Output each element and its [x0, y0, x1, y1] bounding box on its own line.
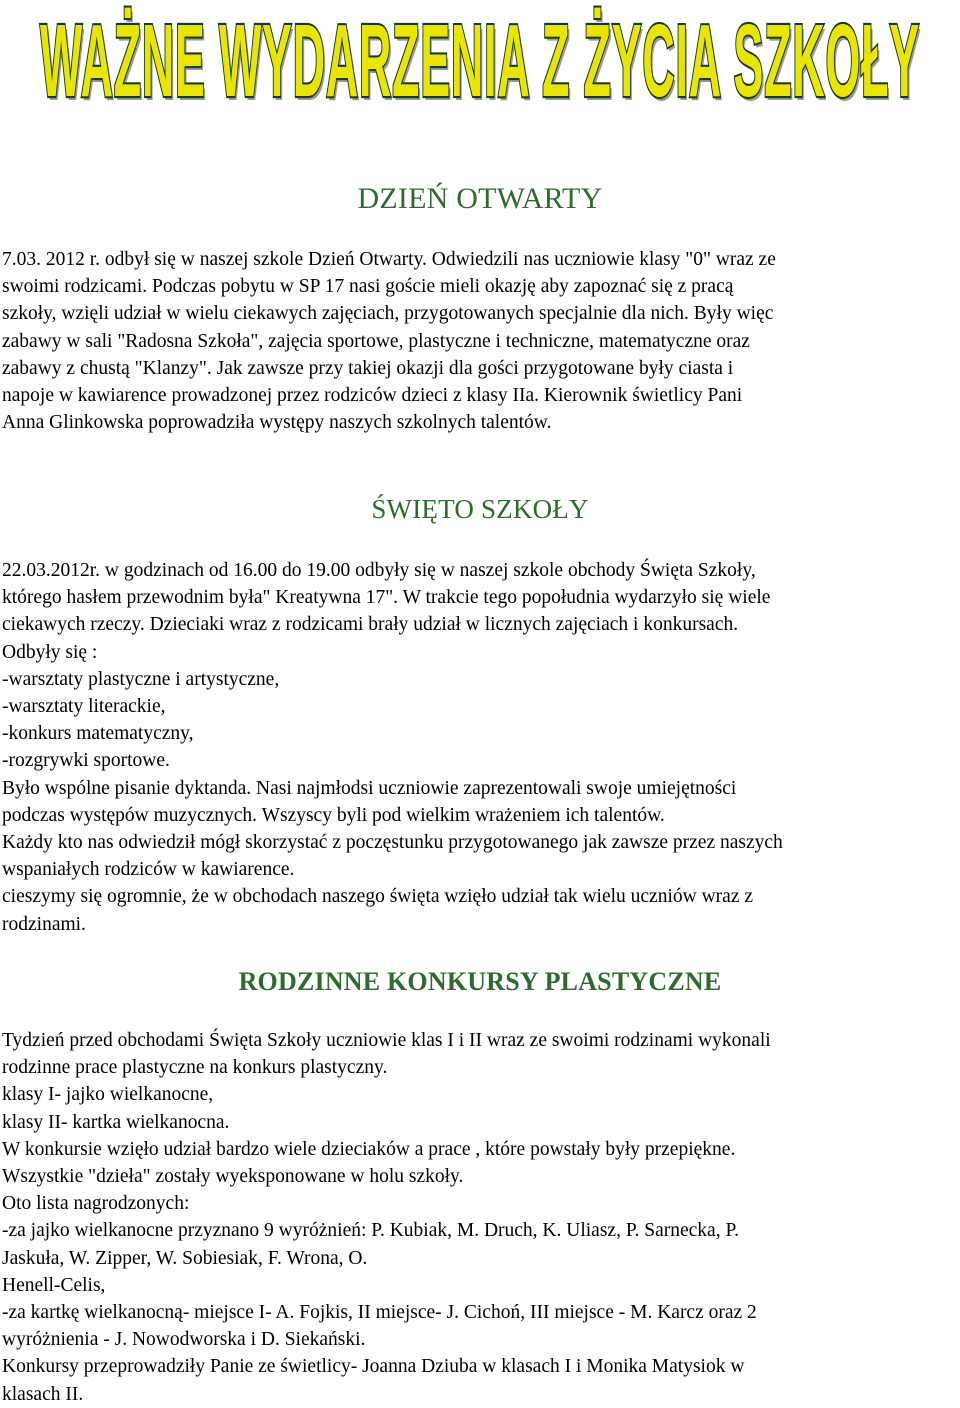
section-text-dzien-otwarty: [2, 246, 960, 436]
text-line: 22.03.2012r. w godzinach od 16.00 do 19.00 odbyły się w naszej szkole obchody Święta Szkoły,: [2, 560, 756, 581]
text-line: rodzinami.: [2, 913, 86, 935]
banner-wordart: [0, 0, 960, 132]
text-line: Anna Glinkowska poprowadziła występy naszych szkolnych talentów.: [2, 412, 552, 434]
text-line: Każdy kto nas odwiedził mógł skorzystać z poczęstunku przygotowanego jak zawsze przez naszych: [2, 832, 783, 854]
text-line: -konkurs matematyczny,: [2, 723, 194, 745]
text-line: klasy II- kartka wielkanocna.: [2, 1111, 230, 1133]
text-line: cieszymy się ogromnie, że w obchodach naszego święta wzięło udział tak wielu uczniów wraz z: [2, 886, 754, 908]
text-line: -za jajko wielkanocne przyznano 9 wyróżnień: P. Kubiak, M. Druch, K. Uliasz, P. Sarnecka, P.: [2, 1220, 740, 1242]
text-line: Konkursy przeprowadziły Panie ze świetlicy- Joanna Dziuba w klasach I i Monika Matysiok w: [2, 1356, 745, 1378]
text-line: -rozgrywki sportowe.: [2, 750, 170, 772]
text-line: -za kartkę wielkanocną- miejsce I- A. Fojkis, II miejsce- J. Cichoń, III miejsce - M. Karcz oraz 2: [2, 1302, 757, 1324]
section-heading-konkursy-plastyczne: RODZINNE KONKURSY PLASTYCZNE: [238, 967, 722, 996]
text-line: szkoły, wzięli udział w wielu ciekawych zajęciach, przygotowanych specjalnie dla nich. Były więc: [2, 303, 774, 325]
text-line: klasach II.: [2, 1383, 84, 1405]
text-line: zabawy z chustą "Klanzy". Jak zawsze przy takiej okazji dla gości przygotowane były ciasta i: [2, 357, 734, 379]
text-line: Henell-Celis,: [2, 1274, 106, 1296]
text-line: którego hasłem przewodnim była" Kreatywna 17". W trakcie tego popołudnia wydarzyło się wiele: [2, 587, 771, 609]
text-line: Było wspólne pisanie dyktanda. Nasi najmłodsi uczniowie zaprezentowali swoje umiejętności: [2, 777, 737, 799]
text-line: wspaniałych rodziców w kawiarence.: [2, 859, 295, 881]
text-line: podczas występów muzycznych. Wszyscy byli pod wielkim wrażeniem ich talentów.: [2, 804, 665, 826]
section-text-konkursy-plastyczne: [2, 1027, 960, 1408]
section-text-swieto-szkoly: [2, 557, 960, 938]
text-line: 7.03. 2012 r. odbył się w naszej szkole Dzień Otwarty. Odwiedzili nas uczniowie klasy "0" wraz ze: [2, 249, 776, 270]
text-line: Tydzień przed obchodami Święta Szkoły uczniowie klas I i II wraz ze swoimi rodzinami wykonali: [2, 1030, 771, 1051]
banner-title-shadow: WAŻNE WYDARZENIA Z ŻYCIA SZKOŁY: [41, 8, 922, 123]
text-line: Oto lista nagrodzonych:: [2, 1193, 190, 1215]
text-line: napoje w kawiarence prowadzonej przez rodziców dzieci z klasy IIa. Kierownik świetlicy Pani: [2, 385, 743, 407]
text-line: ciekawych rzeczy. Dzieciaki wraz z rodzicami brały udział w licznych zajęciach i konkursach.: [2, 614, 739, 636]
text-line: W konkursie wzięło udział bardzo wiele dzieciaków a prace , które powstały były przepiękne.: [2, 1138, 736, 1160]
text-line: swoimi rodzicami. Podczas pobytu w SP 17 nasi goście mieli okazję aby zapoznać się z pracą: [2, 276, 734, 298]
text-line: rodzinne prace plastyczne na konkurs plastyczny.: [2, 1057, 388, 1079]
text-line: Jaskuła, W. Zipper, W. Sobiesiak, F. Wrona, O.: [2, 1247, 368, 1269]
text-line: -warsztaty plastyczne i artystyczne,: [2, 668, 280, 690]
section-heading-swieto-szkoly: ŚWIĘTO SZKOŁY: [371, 494, 589, 524]
text-line: zabawy w sali "Radosna Szkoła", zajęcia sportowe, plastyczne i techniczne, matematyczne oraz: [2, 330, 750, 352]
banner-title: WAŻNE WYDARZENIA Z ŻYCIA SZKOŁY: [40, 4, 920, 119]
page-banner: [0, 0, 960, 132]
text-line: klasy I- jajko wielkanocne,: [2, 1084, 214, 1106]
text-line: Wszystkie "dzieła" zostały wyeksponowane w holu szkoły.: [2, 1166, 464, 1188]
text-line: -warsztaty literackie,: [2, 696, 166, 718]
text-line: wyróżnienia - J. Nowodworska i D. Siekański.: [2, 1329, 366, 1351]
text-line: Odbyły się :: [2, 641, 98, 663]
section-heading-dzien-otwarty: DZIEŃ OTWARTY: [357, 182, 603, 215]
